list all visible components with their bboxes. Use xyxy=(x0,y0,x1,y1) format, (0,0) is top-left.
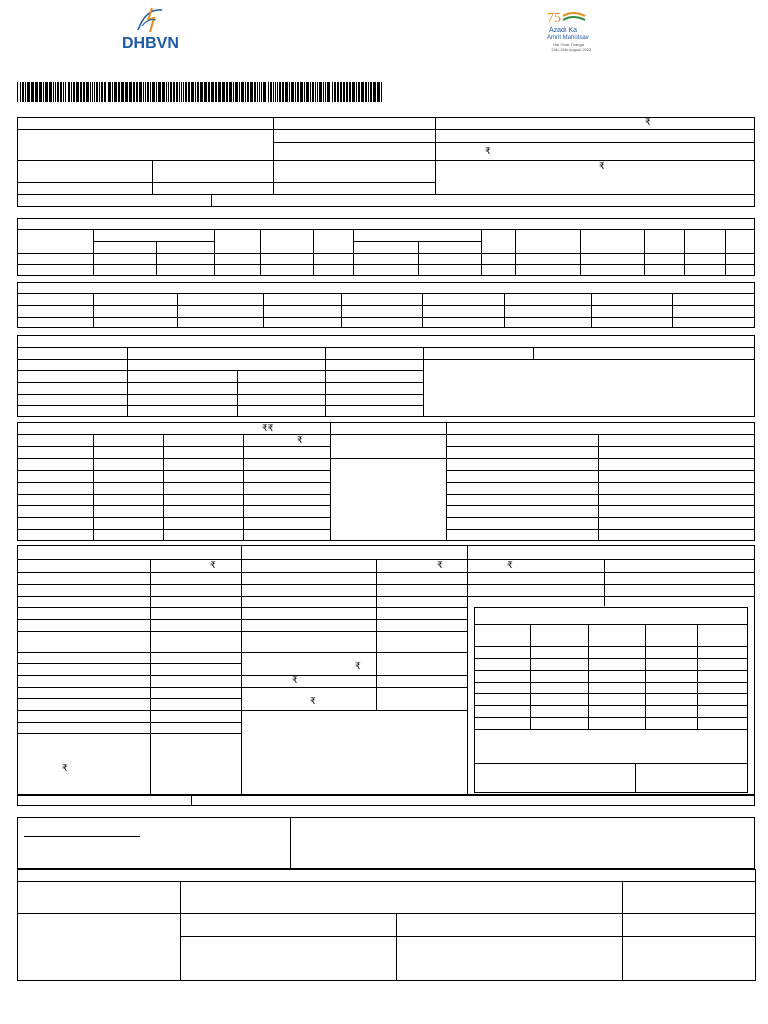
slab-table xyxy=(474,607,748,793)
barcode-bar xyxy=(185,82,187,102)
barcode-bar xyxy=(101,82,103,102)
barcode-bar xyxy=(285,82,288,102)
barcode-bar xyxy=(239,82,240,102)
barcode-bar xyxy=(73,82,75,102)
barcode-bar xyxy=(340,82,342,102)
barcode-bar xyxy=(22,82,24,102)
currency-symbol: ₹ xyxy=(62,763,68,773)
barcode-bar xyxy=(125,82,128,102)
barcode-bar xyxy=(162,82,165,102)
barcode-bar xyxy=(273,82,274,102)
barcode-bar xyxy=(247,82,249,102)
barcode-bar xyxy=(300,82,303,102)
barcode-bar xyxy=(166,82,167,102)
barcode-bar xyxy=(352,82,355,102)
barcode-bar xyxy=(43,82,44,102)
barcode-bar xyxy=(158,82,161,102)
barcode-bar xyxy=(179,82,180,102)
currency-symbol: ₹ xyxy=(210,560,216,570)
barcode-bar xyxy=(368,82,369,102)
currency-symbol: ₹ xyxy=(292,675,298,685)
barcode-bar xyxy=(121,82,124,102)
barcode-bar xyxy=(152,82,155,102)
currency-symbol: ₹ xyxy=(485,146,491,156)
barcode-bar xyxy=(35,82,38,102)
barcode-bar xyxy=(289,82,290,102)
barcode-bar xyxy=(104,82,106,102)
bill-barcode xyxy=(17,82,385,102)
barcode-bar xyxy=(218,82,221,102)
barcode-bar xyxy=(31,82,34,102)
barcode-bar xyxy=(114,82,117,102)
barcode-bar xyxy=(304,82,305,102)
barcode-bar xyxy=(25,82,26,102)
barcode-bar xyxy=(259,82,260,102)
barcode-bar xyxy=(150,82,151,102)
barcode-bar xyxy=(365,82,367,102)
barcode-bar xyxy=(20,82,21,102)
barcode-bar xyxy=(381,82,382,102)
barcode-bar xyxy=(270,82,272,102)
barcode-bar xyxy=(275,82,276,102)
barcode-bar xyxy=(86,82,89,102)
barcode-bar xyxy=(297,82,299,102)
barcode-bar xyxy=(277,82,278,102)
barcode-bar xyxy=(139,82,142,102)
barcode-bar xyxy=(268,82,269,102)
svg-text:Amrit Mahotsav: Amrit Mahotsav xyxy=(547,35,589,41)
barcode-bar xyxy=(118,82,120,102)
barcode-bar xyxy=(39,82,42,102)
barcode-bar xyxy=(133,82,135,102)
barcode-bar xyxy=(129,82,132,102)
barcode-bar xyxy=(261,82,262,102)
barcode-bar xyxy=(254,82,256,102)
currency-symbol: ₹ xyxy=(437,560,443,570)
currency-symbol: ₹ xyxy=(599,161,605,171)
barcode-bar xyxy=(168,82,169,102)
barcode-bar xyxy=(295,82,296,102)
barcode-bar xyxy=(90,82,91,102)
barcode-bar xyxy=(80,82,82,102)
barcode-bar xyxy=(45,82,48,102)
barcode-bar xyxy=(99,82,100,102)
barcode-bar xyxy=(92,82,93,102)
barcode-bar xyxy=(204,82,207,102)
barcode-bar xyxy=(337,82,339,102)
barcode-bar xyxy=(250,82,253,102)
svg-text:DHBVN: DHBVN xyxy=(122,35,179,52)
barcode-bar xyxy=(197,82,199,102)
barcode-bar xyxy=(170,82,172,102)
barcode-bar xyxy=(188,82,190,102)
barcode-bar xyxy=(356,82,357,102)
barcode-bar xyxy=(241,82,244,102)
barcode-bar xyxy=(315,82,316,102)
payment-stub-section xyxy=(17,869,756,981)
currency-symbol: ₹ xyxy=(310,696,316,706)
barcode-bar xyxy=(63,82,64,102)
barcode-bar xyxy=(173,82,175,102)
barcode-bar xyxy=(94,82,95,102)
barcode-bar xyxy=(27,82,30,102)
barcode-bar xyxy=(282,82,284,102)
barcode-bar xyxy=(71,82,72,102)
barcode-bar xyxy=(235,82,238,102)
barcode-bar xyxy=(108,82,111,102)
barcode-bar xyxy=(312,82,314,102)
barcode-bar xyxy=(358,82,360,102)
barcode-bar xyxy=(317,82,318,102)
currency-symbol: ₹ xyxy=(645,117,651,127)
barcode-bar xyxy=(53,82,54,102)
svg-text:75: 75 xyxy=(547,11,561,26)
barcode-bar xyxy=(332,82,333,102)
dhbvn-logo xyxy=(118,4,188,56)
barcode-bar xyxy=(222,82,225,102)
barcode-bar xyxy=(257,82,258,102)
barcode-bar xyxy=(349,82,351,102)
barcode-bar xyxy=(310,82,311,102)
barcode-bar xyxy=(191,82,194,102)
barcode-bar xyxy=(279,82,281,102)
barcode-bar xyxy=(377,82,380,102)
barcode-bar xyxy=(370,82,372,102)
barcode-bar xyxy=(17,82,18,102)
barcode-bar xyxy=(245,82,246,102)
barcode-bar xyxy=(327,82,330,102)
barcode-bar xyxy=(83,82,85,102)
barcode-bar xyxy=(60,82,62,102)
barcode-bar xyxy=(143,82,144,102)
barcode-bar xyxy=(263,82,266,102)
barcode-bar xyxy=(215,82,217,102)
barcode-bar xyxy=(156,82,157,102)
barcode-bar xyxy=(306,82,309,102)
message-section xyxy=(17,817,755,869)
barcode-bar xyxy=(183,82,184,102)
barcode-bar xyxy=(325,82,326,102)
barcode-bar xyxy=(68,82,70,102)
barcode-bar xyxy=(55,82,56,102)
barcode-bar xyxy=(57,82,59,102)
barcode-bar xyxy=(208,82,210,102)
svg-text:Har Ghar Tiranga: Har Ghar Tiranga xyxy=(553,42,584,47)
azadi-ka-amrit-mahotsav-logo xyxy=(545,8,615,54)
barcode-bar xyxy=(96,82,98,102)
footer-strip xyxy=(17,795,755,806)
svg-text:13th-15th August 2022: 13th-15th August 2022 xyxy=(551,47,592,52)
barcode-bar xyxy=(145,82,146,102)
svg-text:Azadi Ka: Azadi Ka xyxy=(549,27,578,34)
barcode-bar xyxy=(49,82,52,102)
barcode-bar xyxy=(112,82,113,102)
barcode-bar xyxy=(181,82,182,102)
barcode-bar xyxy=(346,82,348,102)
barcode-bar xyxy=(200,82,203,102)
barcode-bar xyxy=(233,82,234,102)
barcode-bar xyxy=(361,82,364,102)
barcode-bar xyxy=(319,82,322,102)
barcode-bar xyxy=(76,82,79,102)
barcode-bar xyxy=(343,82,345,102)
barcode-bar xyxy=(147,82,149,102)
barcode-bar xyxy=(211,82,214,102)
barcode-bar xyxy=(229,82,232,102)
barcode-bar xyxy=(291,82,294,102)
barcode-bar xyxy=(226,82,228,102)
barcode-bar xyxy=(65,82,66,102)
barcode-bar xyxy=(195,82,196,102)
barcode-bar xyxy=(373,82,376,102)
currency-symbol: ₹ xyxy=(297,435,303,445)
currency-symbol: ₹ xyxy=(507,560,513,570)
currency-symbol: ₹₹ xyxy=(262,423,274,433)
currency-symbol: ₹ xyxy=(355,661,361,671)
barcode-bar xyxy=(323,82,324,102)
barcode-bar xyxy=(176,82,178,102)
barcode-bar xyxy=(136,82,138,102)
barcode-bar xyxy=(334,82,336,102)
